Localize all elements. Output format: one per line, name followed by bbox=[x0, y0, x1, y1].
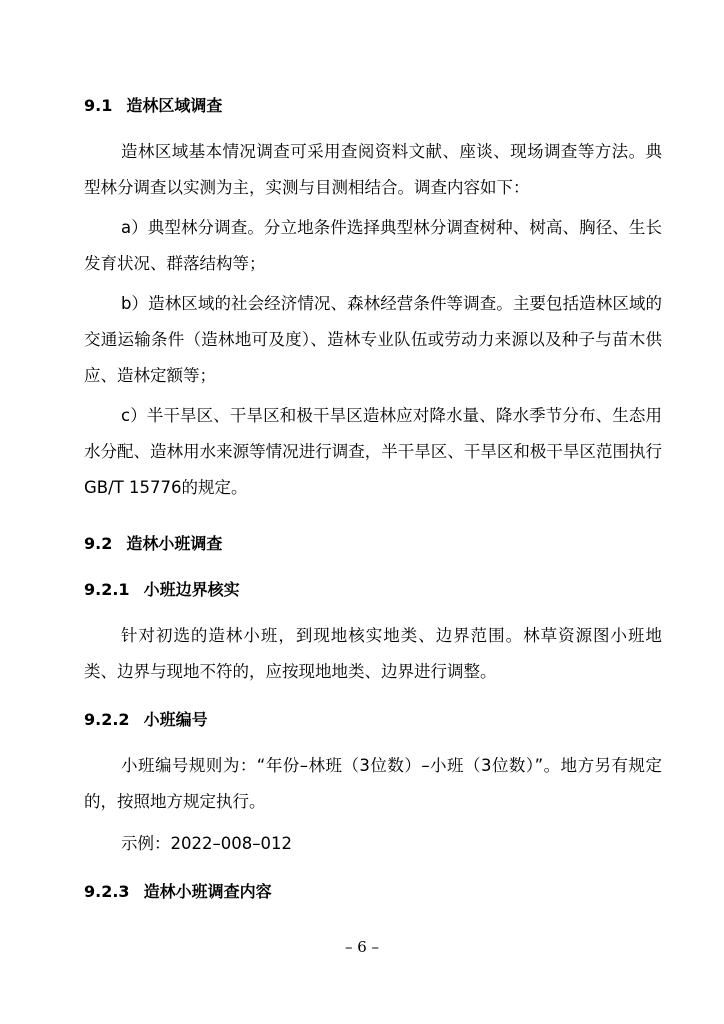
heading-9-2-2 bbox=[84, 710, 208, 730]
page-number: – 6 – bbox=[344, 938, 380, 956]
paragraph-9-1-c: c）半干旱区、干旱区和极干旱区造林应对降水量、降水季节分布、生态用水分配、造林用水来源等情况进行调查，半干旱区、干旱区和极干旱区范围执行GB/T 15776的规定。 bbox=[84, 406, 662, 497]
paragraph-9-1-a: a）典型林分调查。分立地条件选择典型林分调查树种、树高、胸径、生长发育状况、群落结构等； bbox=[84, 218, 662, 273]
example-line: 示例：2022–008–012 bbox=[121, 834, 292, 853]
document-page bbox=[84, 0, 662, 1024]
section-number: 9.2 bbox=[84, 534, 113, 553]
paragraph-9-2-1: 针对初选的造林小班，到现地核实地类、边界范围。林草资源图小班地类、边界与现地不符的，应按现地地类、边界进行调整。 bbox=[84, 626, 662, 681]
section-number: 9.2.3 bbox=[84, 882, 130, 901]
section-title: 小班边界核实 bbox=[143, 580, 240, 599]
heading-9-2 bbox=[84, 534, 222, 554]
heading-9-2-1 bbox=[84, 580, 240, 600]
paragraph-9-1-intro: 造林区域基本情况调查可采用查阅资料文献、座谈、现场调查等方法。典型林分调查以实测为主，实测与目测相结合。调查内容如下： bbox=[84, 142, 662, 197]
heading-9-1 bbox=[84, 96, 222, 116]
paragraph-9-1-b: b）造林区域的社会经济情况、森林经营条件等调查。主要包括造林区域的交通运输条件（造林地可及度）、造林专业队伍或劳动力来源以及种子与苗木供应、造林定额等； bbox=[84, 294, 662, 385]
section-number: 9.2.1 bbox=[84, 580, 130, 599]
section-number: 9.1 bbox=[84, 96, 113, 115]
section-number: 9.2.2 bbox=[84, 710, 130, 729]
section-title: 造林区域调查 bbox=[126, 96, 223, 115]
section-title: 造林小班调查内容 bbox=[143, 882, 272, 901]
heading-9-2-3 bbox=[84, 882, 272, 902]
section-title: 造林小班调查 bbox=[126, 534, 223, 553]
paragraph-9-2-2: 小班编号规则为：“年份–林班（3位数）–小班（3位数）”。地方另有规定的，按照地方规定执行。 bbox=[84, 756, 662, 811]
section-title: 小班编号 bbox=[143, 710, 208, 729]
